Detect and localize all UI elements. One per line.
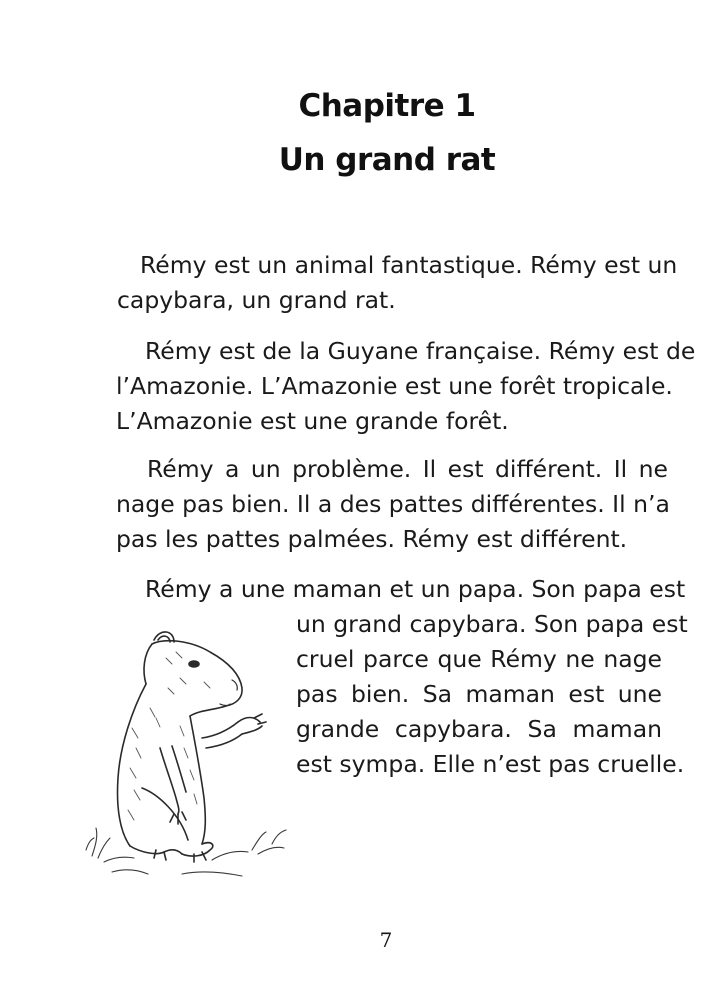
text-line: nage pas bien. Il a des pattes différentes. Il n’a: [116, 490, 670, 518]
text-line: capybara, un grand rat.: [117, 286, 396, 314]
text-line: est sympa. Elle n’est pas cruelle.: [296, 750, 685, 778]
text-line: Rémy a une maman et un papa. Son papa est: [145, 575, 686, 603]
chapter-number: Chapitre 1: [298, 88, 476, 124]
text-line: Rémy a un problème. Il est différent. Il ne: [147, 455, 668, 483]
text-line: Rémy est un animal fantastique. Rémy est un: [140, 251, 678, 279]
text-line: un grand capybara. Son papa est: [296, 610, 688, 638]
text-line: grande capybara. Sa maman: [296, 715, 662, 743]
text-line: cruel parce que Rémy ne nage: [296, 645, 662, 673]
text-line: pas bien. Sa maman est une: [296, 680, 662, 708]
chapter-title: Un grand rat: [278, 142, 496, 178]
text-line: L’Amazonie est une grande forêt.: [116, 407, 509, 435]
page-number: 7: [379, 928, 393, 952]
text-line: l’Amazonie. L’Amazonie est une forêt tropicale.: [116, 372, 673, 400]
capybara-illustration: [82, 618, 297, 888]
text-line: Rémy est de la Guyane française. Rémy est de: [145, 337, 696, 365]
text-line: pas les pattes palmées. Rémy est différent.: [116, 525, 628, 553]
